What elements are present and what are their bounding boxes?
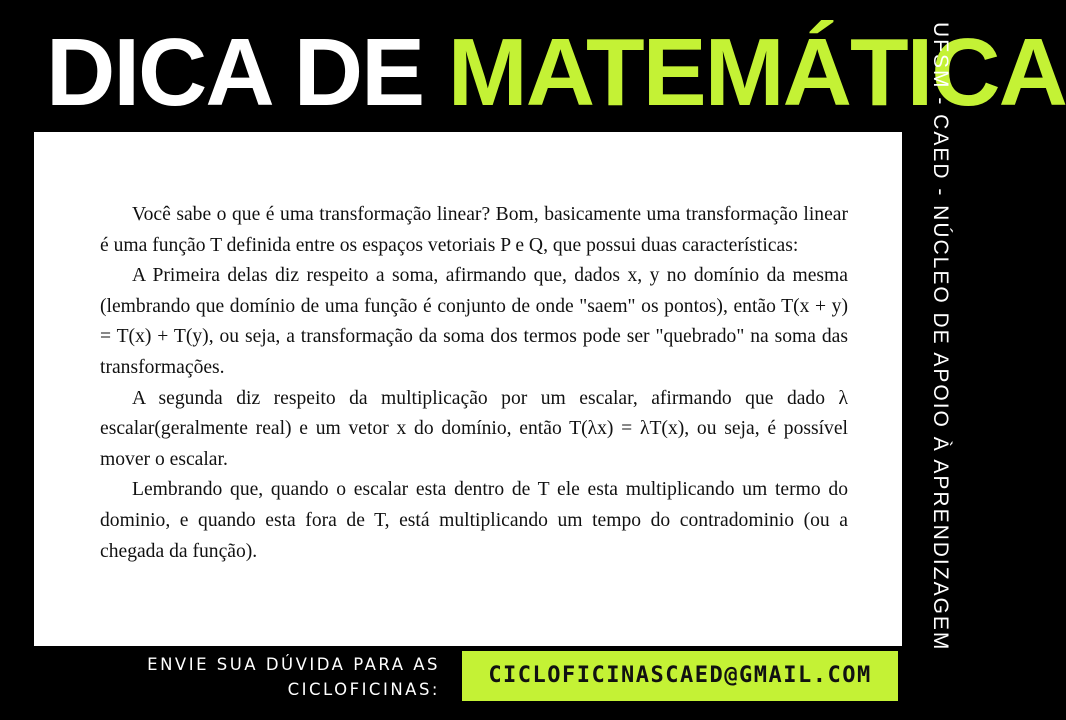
paragraph-4: Lembrando que, quando o escalar esta dentro de T ele esta multiplicando um termo do dominio, e quando esta fora de T, está multiplicando um tempo do contradominio (ou a chegada da função).: [100, 479, 848, 562]
cta-line-1: ENVIE SUA DÚVIDA PARA AS: [147, 655, 440, 674]
page-title: [46, 14, 1066, 132]
vertical-institution-label: UFSM - CAED - NÚCLEO DE APOIO À APRENDIZAGEM: [929, 22, 952, 652]
title-word-dica-de: DICA DE: [46, 19, 424, 126]
title-word-matematica: MATEMÁTICA: [447, 19, 1066, 126]
content-card: [34, 132, 902, 646]
paragraph-1: Você sabe o que é uma transformação linear? Bom, basicamente uma transformação linear é uma função T definida entre os espaços vetoriais P e Q, que possui duas características:: [100, 204, 848, 256]
content-text: [100, 200, 848, 567]
paragraph-2: A Primeira delas diz respeito a soma, afirmando que, dados x, y no domínio da mesma (lembrando que domínio de uma função é conjunto de onde "saem" os pontos), então T(x + y) = T(x) + T(y), ou seja, a transformação da soma dos termos pode ser "quebrado" na soma das transformações.: [100, 265, 848, 378]
cta-text: [80, 652, 440, 702]
paragraph-3: A segunda diz respeito da multiplicação por um escalar, afirmando que dado λ escalar(geralmente real) e um vetor x do domínio, então T(λx) = λT(x), ou seja, é possível mover o escalar.: [100, 387, 848, 470]
email-box[interactable]: CICLOFICINASCAED@GMAIL.COM: [462, 651, 898, 701]
cta-line-2: CICLOFICINAS:: [287, 680, 440, 699]
